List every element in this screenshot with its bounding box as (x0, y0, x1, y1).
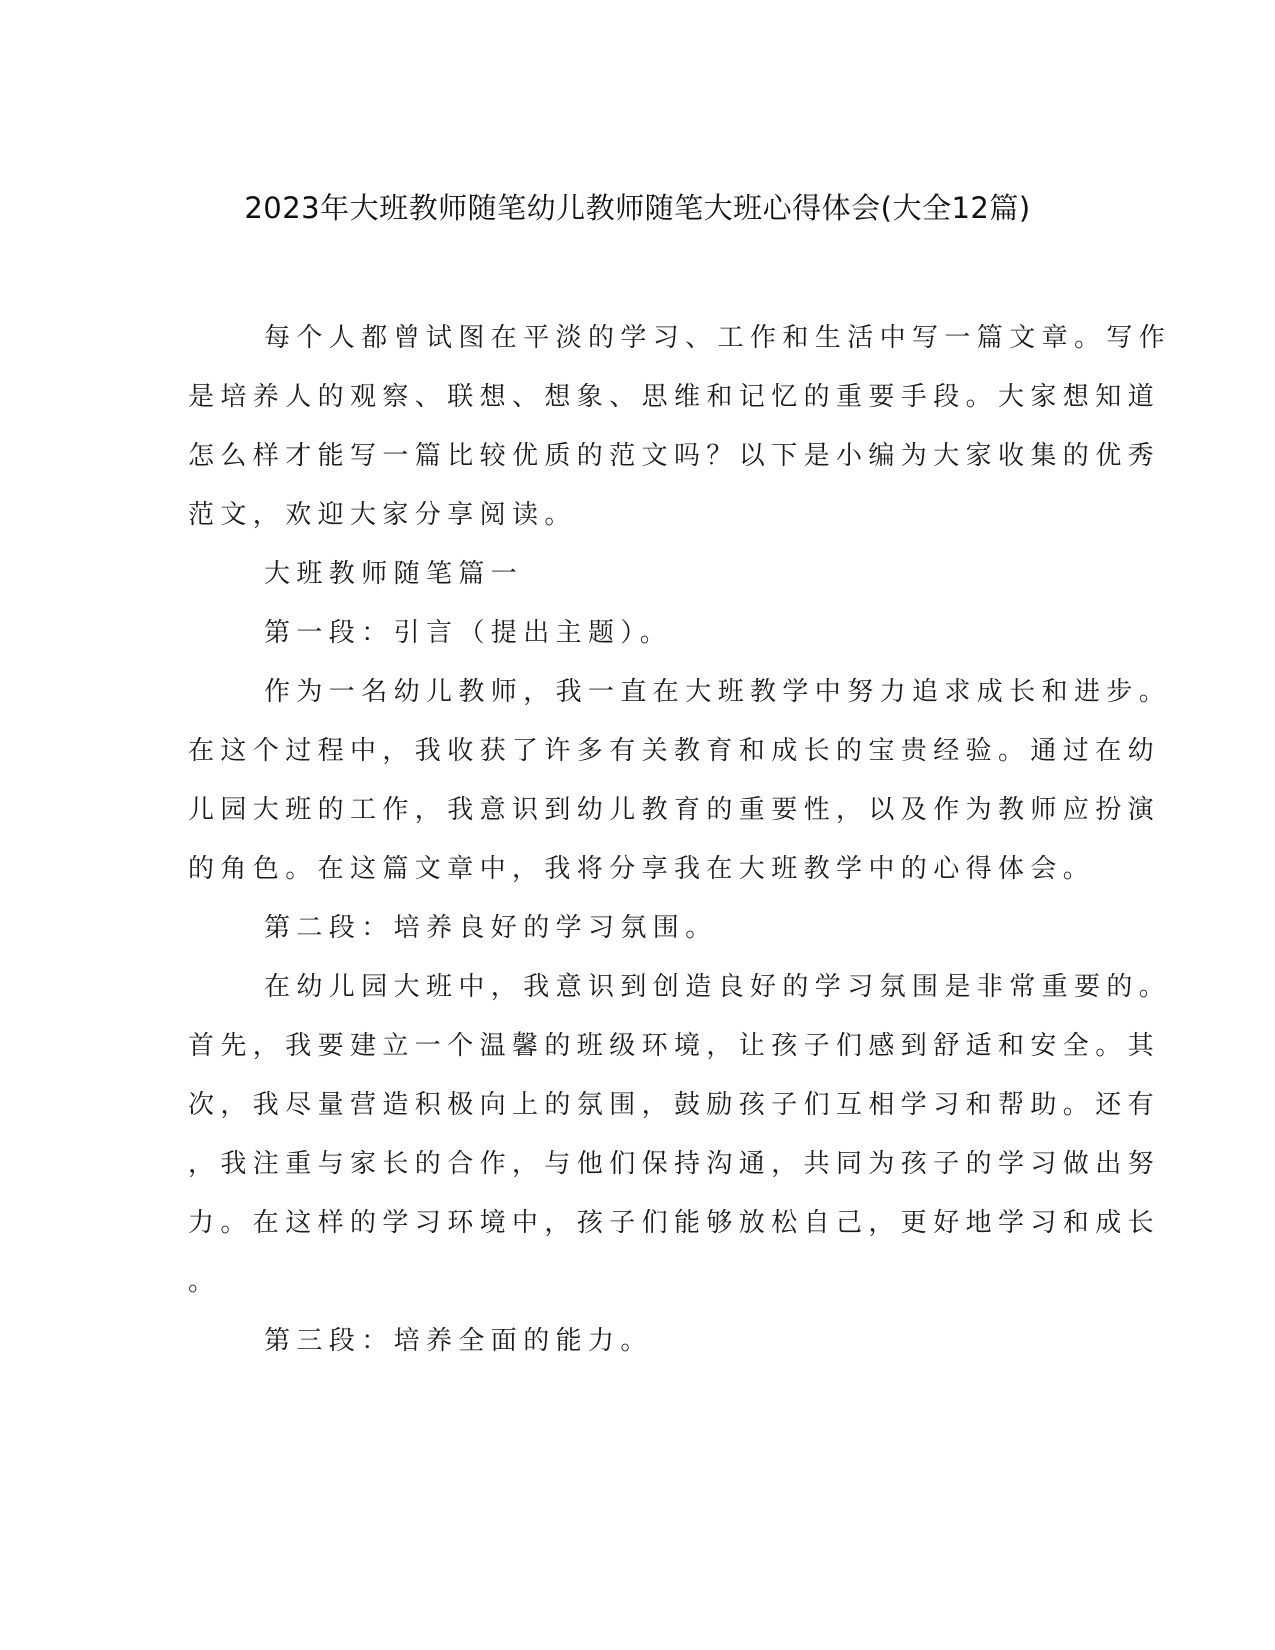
paragraph-line: 是培养人的观察、联想、想象、思维和记忆的重要手段。大家想知道 (188, 382, 1161, 412)
section-heading: 大班教师随笔篇一 (264, 559, 524, 589)
subsection-heading: 第二段：培养良好的学习氛围。 (264, 913, 718, 943)
paragraph-line: 。 (188, 1267, 221, 1297)
paragraph-line: 儿园大班的工作，我意识到幼儿教育的重要性，以及作为教师应扮演 (188, 795, 1161, 825)
subsection-heading: 第三段：培养全面的能力。 (264, 1326, 653, 1356)
paragraph-line: 次，我尽量营造积极向上的氛围，鼓励孩子们互相学习和帮助。还有 (188, 1090, 1161, 1120)
paragraph-line: ，我注重与家长的合作，与他们保持沟通，共同为孩子的学习做出努 (188, 1149, 1161, 1179)
paragraph-line: 在这个过程中，我收获了许多有关教育和成长的宝贵经验。通过在幼 (188, 736, 1161, 766)
paragraph-line: 首先，我要建立一个温馨的班级环境，让孩子们感到舒适和安全。其 (188, 1031, 1161, 1061)
paragraph-line: 作为一名幼儿教师，我一直在大班教学中努力追求成长和进步。 (264, 677, 1172, 707)
paragraph-line: 每个人都曾试图在平淡的学习、工作和生活中写一篇文章。写作 (264, 323, 1172, 353)
paragraph-line: 怎么样才能写一篇比较优质的范文吗？以下是小编为大家收集的优秀 (188, 441, 1161, 471)
subsection-heading: 第一段：引言（提出主题）。 (264, 618, 673, 648)
paragraph-line: 的角色。在这篇文章中，我将分享我在大班教学中的心得体会。 (188, 854, 1096, 884)
document-title: 2023年大班教师随笔幼儿教师随笔大班心得体会(大全12篇) (244, 191, 1031, 225)
paragraph-line: 范文，欢迎大家分享阅读。 (188, 500, 577, 530)
paragraph-line: 在幼儿园大班中，我意识到创造良好的学习氛围是非常重要的。 (264, 972, 1172, 1002)
paragraph-line: 力。在这样的学习环境中，孩子们能够放松自己，更好地学习和成长 (188, 1208, 1161, 1238)
